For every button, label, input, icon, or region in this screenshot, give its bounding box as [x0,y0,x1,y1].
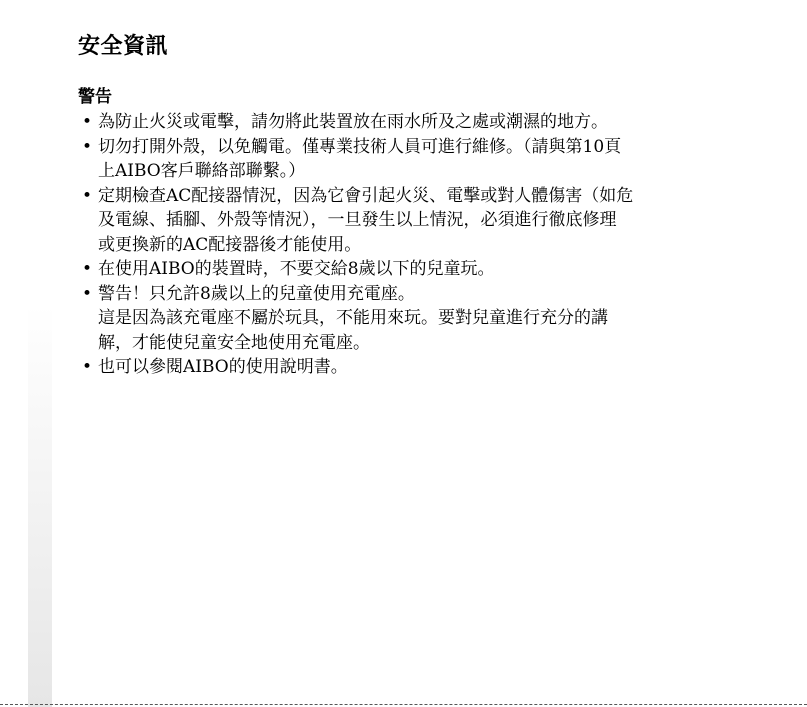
bullet-icon: • [82,136,93,157]
list-item-text: 切勿打開外殼，以免觸電。僅專業技術人員可進行維修。（請與第10頁 [98,136,622,157]
safety-info-page [78,32,690,380]
list-item-text: 這是因為該充電座不屬於玩具，不能用來玩。要對兒童進行充分的講 [98,308,608,328]
bullet-icon: • [82,283,93,304]
bullet-icon: • [82,112,93,132]
page-title: 安全資訊 [78,34,169,59]
list-item-text: 解，才能使兒童安全地使用充電座。 [98,332,370,353]
list-item-text: 也可以參閱AIBO的使用說明書。 [98,357,348,377]
list-item-text: 及電線、插腳、外殼等情況），一旦發生以上情況，必須進行徹底修理 [98,210,617,230]
list-item-text: 定期檢查AC配接器情況，因為它會引起火災、電擊或對人體傷害（如危 [98,185,634,206]
list-item-text: 上AIBO客戶聯絡部聯繫。） [98,161,306,181]
list-item [78,282,690,356]
warning-heading: 警告 [78,87,112,107]
list-item-text: 警告！只允許8歲以上的兒童使用充電座。 [98,283,415,304]
side-margin-gradient [28,305,52,707]
list-item [78,110,690,135]
list-item [78,355,690,380]
bullet-icon: • [82,185,93,206]
list-item [78,184,690,258]
list-item [78,257,690,282]
bullet-icon: • [82,259,93,279]
list-item [78,135,690,184]
list-item-text: 在使用AIBO的裝置時，不要交給8歲以下的兒童玩。 [98,259,495,279]
warning-list [78,110,690,380]
list-item-text: 或更換新的AC配接器後才能使用。 [98,234,362,255]
list-item-text: 為防止火災或電擊，請勿將此裝置放在雨水所及之處或潮濕的地方。 [98,112,608,132]
bullet-icon: • [82,357,93,377]
